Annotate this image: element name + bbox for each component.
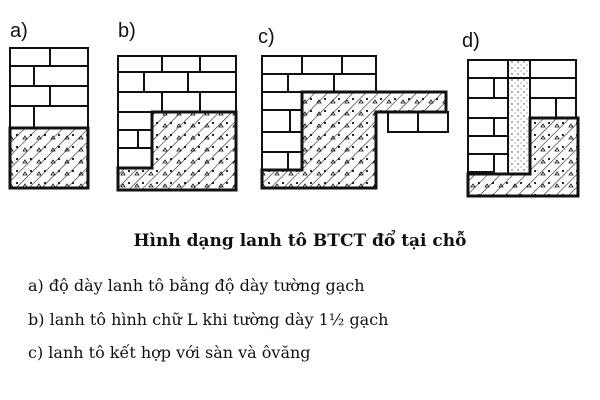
panel-label-a: a) <box>10 20 28 42</box>
panel-label-c: c) <box>258 26 275 48</box>
section-a <box>10 48 88 188</box>
caption-line-b: b) lanh tô hình chữ L khi tường dày 1½ gạch <box>28 310 389 329</box>
section-b <box>118 56 236 190</box>
caption-line-c: c) lanh tô kết hợp với sàn và ôvăng <box>28 343 311 362</box>
section-d <box>468 60 578 196</box>
panel-label-b: b) <box>118 20 136 42</box>
insulation-core <box>508 78 530 174</box>
caption-title: Hình dạng lanh tô BTCT đổ tại chỗ <box>133 231 467 251</box>
lintel-b-l-shape <box>118 112 236 190</box>
lintel-a <box>10 128 88 188</box>
panel-label-d: d) <box>462 30 480 52</box>
caption-line-a: a) độ dày lanh tô bằng độ dày tường gạch <box>28 276 365 295</box>
lintel-c-slab-canopy <box>262 92 446 188</box>
section-c <box>262 56 448 188</box>
